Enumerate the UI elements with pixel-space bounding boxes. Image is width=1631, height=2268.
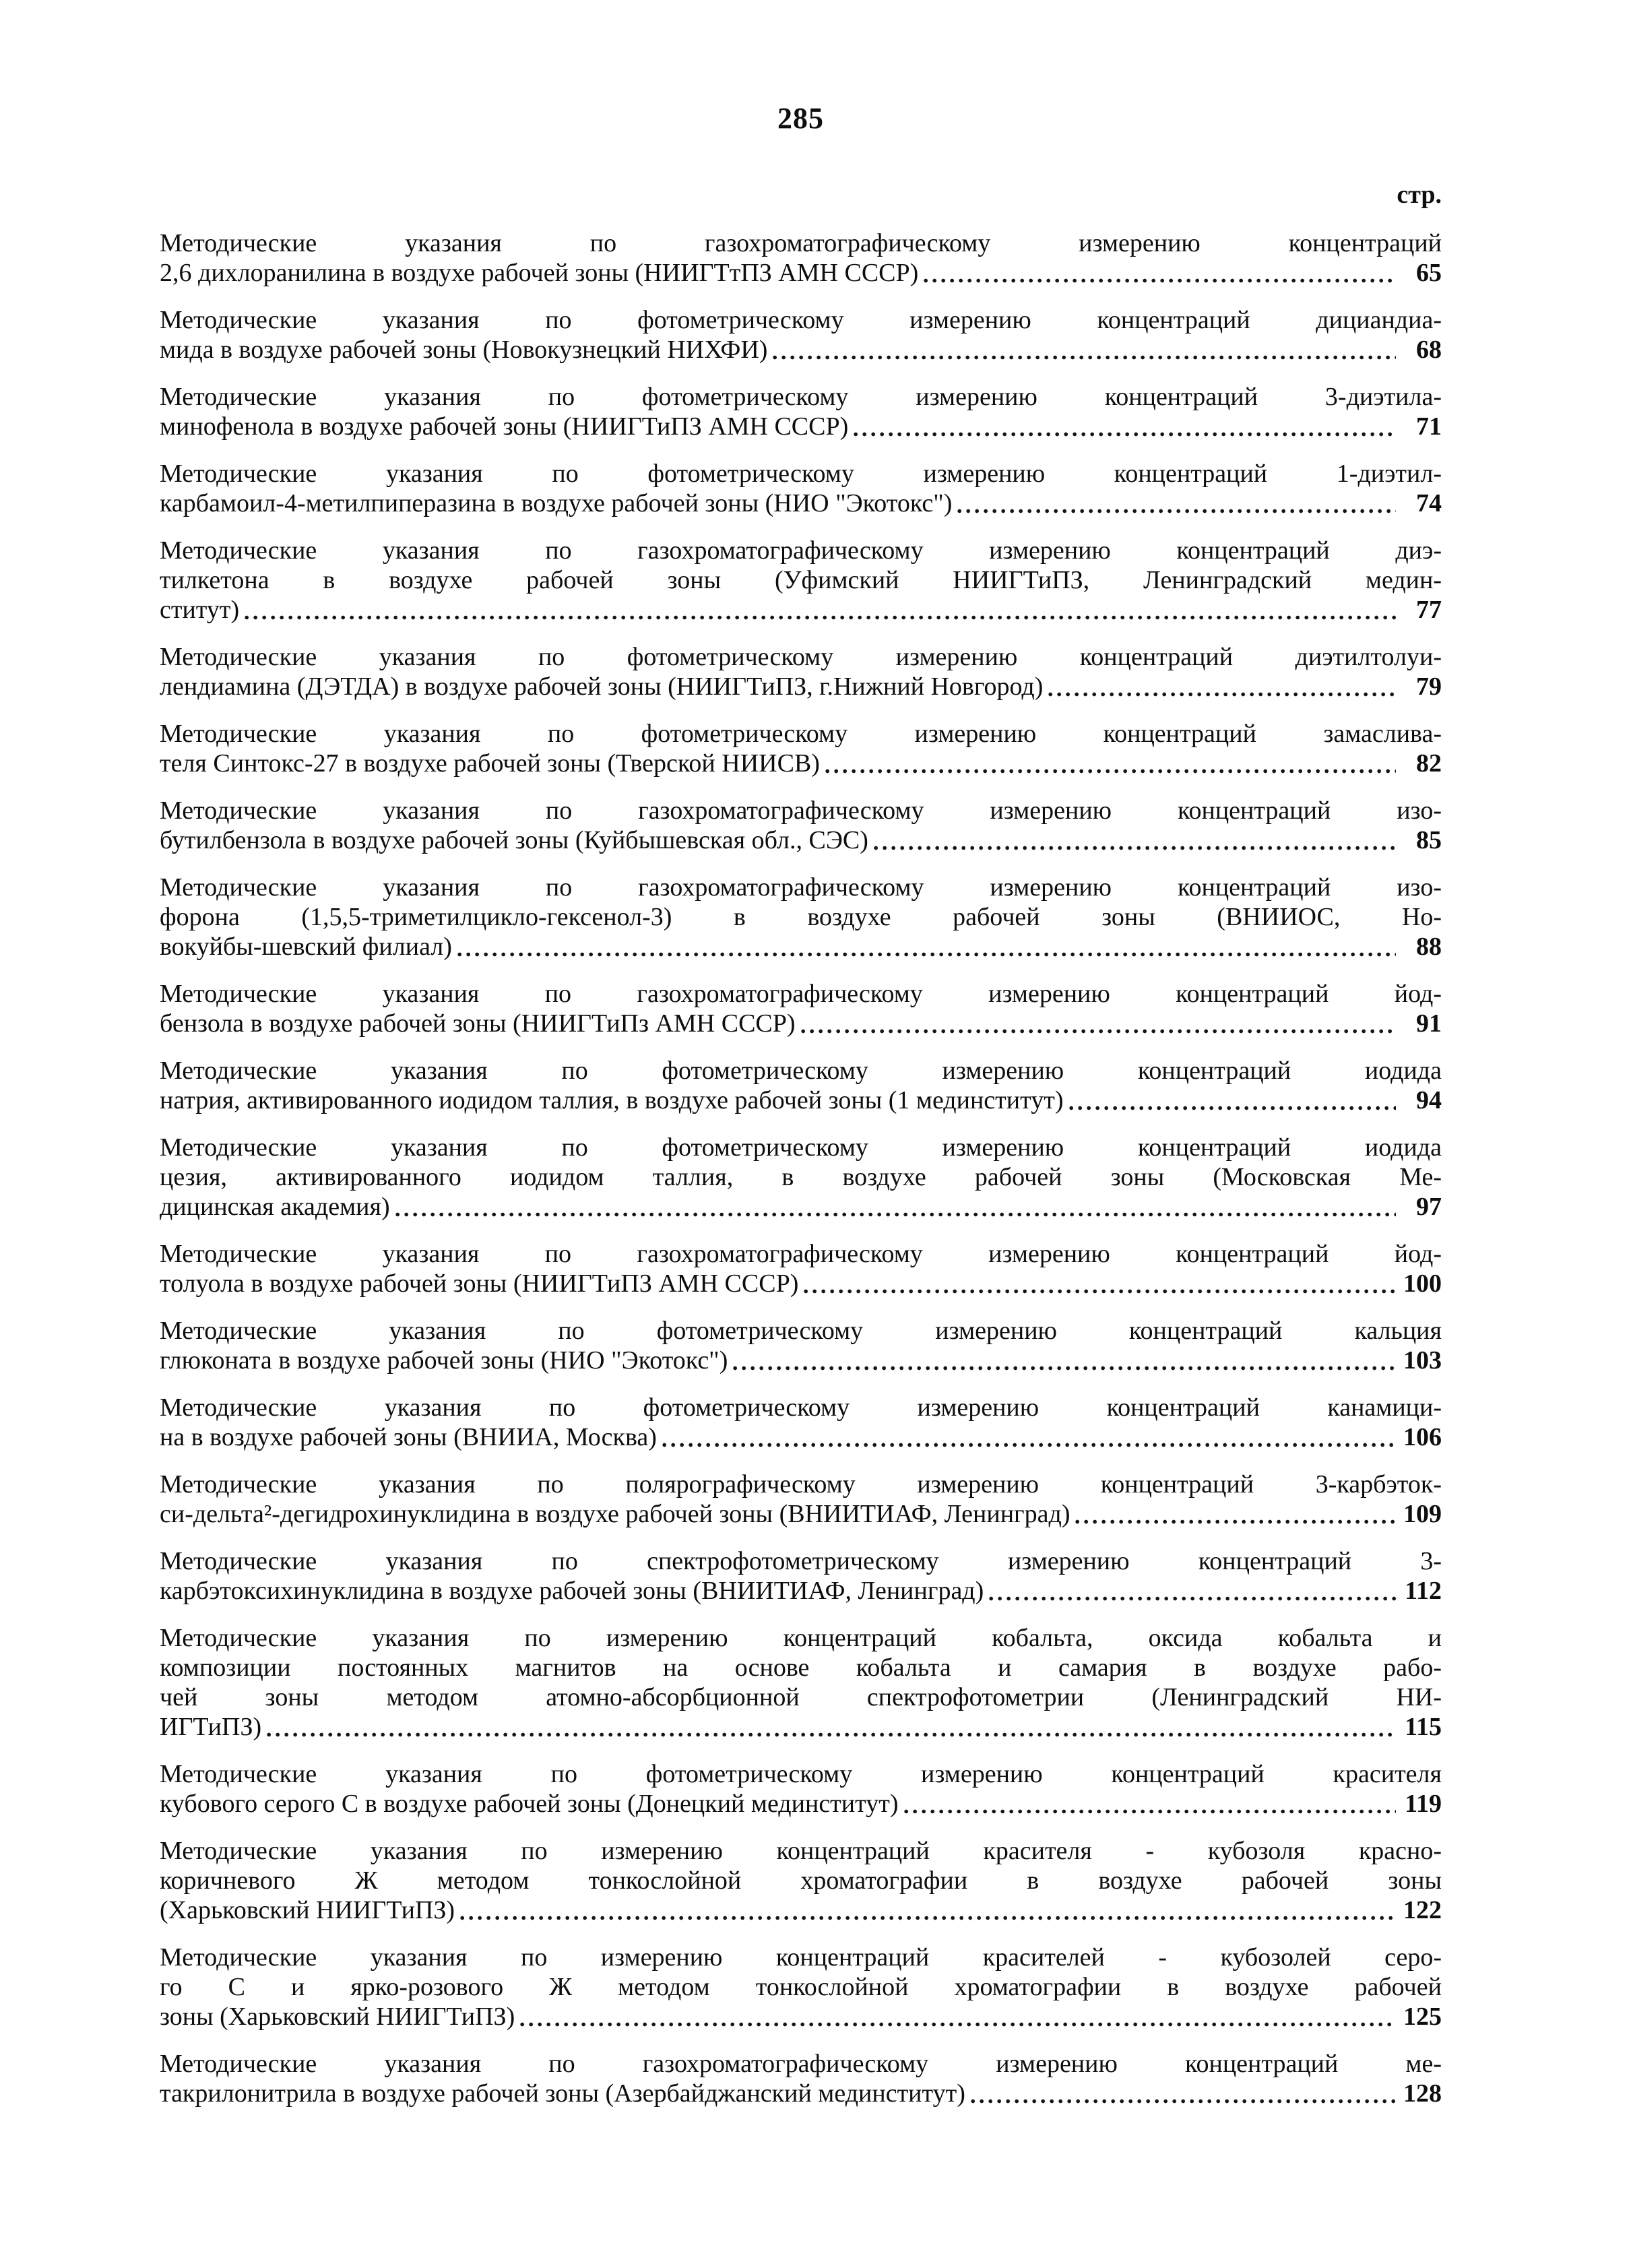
- dotted-leader: [989, 1576, 1396, 1606]
- toc-entry-page-number: 88: [1416, 933, 1442, 961]
- toc-entry-text: натрия, активированного иодидом таллия, в воздухе рабочей зоны (1 мединститут): [160, 1086, 1064, 1114]
- toc-entry: [160, 228, 1442, 288]
- toc-entry-text: минофенола в воздухе рабочей зоны (НИИГТиПЗ АМН СССР): [160, 412, 849, 441]
- toc-entry: [160, 1056, 1442, 1115]
- toc-entry-line: Методические указания по фотометрическому измерению концентраций канамици-: [160, 1393, 1442, 1422]
- toc-entry-line: Методические указания по измерению концентраций кобальта, оксида кобальта и: [160, 1624, 1442, 1652]
- toc-entry-line: Методические указания по фотометрическому измерению концентраций замаслива-: [160, 720, 1442, 748]
- toc-entry-page-number: 74: [1416, 489, 1442, 517]
- dotted-leader: [267, 1712, 1396, 1742]
- toc-entry-line: чей зоны методом атомно-абсорбционной спектрофотометрии (Ленинградский НИ-: [160, 1683, 1442, 1711]
- dotted-leader: [904, 1789, 1397, 1819]
- dotted-leader: [854, 412, 1396, 441]
- toc-entry-page-number: 128: [1403, 2079, 1442, 2108]
- toc-entry-text: на в воздухе рабочей зоны (ВНИИА, Москва): [160, 1423, 657, 1451]
- toc-entry: [160, 1943, 1442, 2031]
- dotted-leader: [245, 595, 1396, 625]
- dotted-leader: [773, 335, 1396, 365]
- toc-entry: [160, 979, 1442, 1038]
- dotted-leader: [520, 2002, 1396, 2031]
- toc-entry-lastline: [160, 1789, 1442, 1819]
- toc-entry-text: глюконата в воздухе рабочей зоны (НИО "Экотокс"): [160, 1346, 728, 1375]
- toc-entry-text: лендиамина (ДЭТДА) в воздухе рабочей зоны (НИИГТиПЗ, г.Нижний Новгород): [160, 672, 1044, 701]
- toc-entry-lastline: [160, 595, 1442, 625]
- toc-entry: [160, 382, 1442, 441]
- toc-entry-page-number: 106: [1403, 1423, 1442, 1451]
- toc-entry-line: Методические указания по фотометрическому измерению концентраций диэтилтолуи-: [160, 643, 1442, 671]
- toc-entry-text: карбэтоксихинуклидина в воздухе рабочей зоны (ВНИИТИАФ, Ленинград): [160, 1577, 984, 1605]
- toc-entry-line: Методические указания по фотометрическому измерению концентраций кальция: [160, 1317, 1442, 1345]
- toc-entry-line: Методические указания по газохроматографическому измерению концентраций: [160, 229, 1442, 257]
- toc-entry-text: 2,6 дихлоранилина в воздухе рабочей зоны (НИИГТтПЗ АМН СССР): [160, 259, 919, 287]
- toc-entry-text: бензола в воздухе рабочей зоны (НИИГТиПз АМН СССР): [160, 1009, 796, 1038]
- toc-entry-lastline: [160, 1009, 1442, 1038]
- toc-entry-lastline: [160, 1422, 1442, 1452]
- toc-entry-page-number: 68: [1416, 336, 1442, 364]
- toc-entry: [160, 642, 1442, 701]
- toc-entry-lastline: [160, 1085, 1442, 1115]
- dotted-leader: [825, 749, 1396, 778]
- toc-entry: [160, 1759, 1442, 1819]
- toc-entry-page-number: 65: [1416, 259, 1442, 287]
- toc-entry-line: Методические указания по фотометрическому измерению концентраций 1-диэтил-: [160, 460, 1442, 488]
- toc-entry-lastline: [160, 412, 1442, 441]
- toc-entry-lastline: [160, 1346, 1442, 1375]
- dotted-leader: [924, 258, 1396, 288]
- toc-entry-lastline: [160, 672, 1442, 701]
- toc-entry-lastline: [160, 1269, 1442, 1298]
- toc-entry-line: Методические указания по фотометрическому измерению концентраций иодида: [160, 1057, 1442, 1085]
- toc-entry-page-number: 82: [1416, 749, 1442, 778]
- toc-entry: [160, 1133, 1442, 1222]
- toc-entry-text: кубового серого С в воздухе рабочей зоны (Донецкий мединститут): [160, 1790, 899, 1818]
- toc-entry: [160, 2049, 1442, 2108]
- dotted-leader: [457, 932, 1396, 962]
- toc-entry-lastline: [160, 1712, 1442, 1742]
- toc-entry-line: Методические указания по газохроматографическому измерению концентраций йод-: [160, 1240, 1442, 1268]
- toc-entry-line: Методические указания по газохроматографическому измерению концентраций изо-: [160, 796, 1442, 825]
- toc-entry-line: Методические указания по газохроматографическому измерению концентраций диэ-: [160, 536, 1442, 565]
- toc-entry-line: Методические указания по полярографическому измерению концентраций 3-карбэток-: [160, 1470, 1442, 1499]
- toc-entry-lastline: [160, 749, 1442, 778]
- toc-entry-lastline: [160, 2002, 1442, 2031]
- toc-entry-line: Методические указания по газохроматографическому измерению концентраций изо-: [160, 873, 1442, 902]
- toc-entry-lastline: [160, 489, 1442, 518]
- toc-entry: [160, 1836, 1442, 1925]
- toc-entry-text: теля Синтокс-27 в воздухе рабочей зоны (Тверской НИИСВ): [160, 749, 820, 778]
- toc-entry-page-number: 115: [1405, 1713, 1442, 1741]
- toc-entry-page-number: 125: [1403, 2003, 1442, 2031]
- toc-entry-text: си-дельта²-дегидрохинуклидина в воздухе рабочей зоны (ВНИИТИАФ, Ленинград): [160, 1500, 1070, 1528]
- toc-entry: [160, 1470, 1442, 1529]
- toc-entry-lastline: [160, 1192, 1442, 1222]
- page-column-header: стр.: [1397, 181, 1442, 209]
- toc-entry-line: го С и ярко-розового Ж методом тонкослойной хроматографии в воздухе рабочей: [160, 1973, 1442, 2001]
- toc-entry: [160, 1393, 1442, 1452]
- toc-entry-line: коричневого Ж методом тонкослойной хроматографии в воздухе рабочей зоны: [160, 1866, 1442, 1895]
- toc-entry-lastline: [160, 1499, 1442, 1529]
- toc-entry-text: (Харьковский НИИГТиПЗ): [160, 1896, 455, 1924]
- toc-entry-page-number: 112: [1405, 1577, 1442, 1605]
- toc-list: [160, 228, 1442, 2108]
- dotted-leader: [874, 825, 1396, 855]
- toc-entry-text: такрилонитрила в воздухе рабочей зоны (Азербайджанский мединститут): [160, 2079, 965, 2108]
- toc-entry-lastline: [160, 932, 1442, 962]
- toc-entry-text: ститут): [160, 596, 240, 624]
- toc-entry-line: форона (1,5,5-триметилцикло-гексенол-3) в воздухе рабочей зоны (ВНИИОС, Но-: [160, 903, 1442, 931]
- toc-entry: [160, 1623, 1442, 1742]
- toc-entry-line: Методические указания по измерению концентраций красителей - кубозолей серо-: [160, 1943, 1442, 1972]
- toc-entry-lastline: [160, 2079, 1442, 2108]
- toc-entry-line: Методические указания по фотометрическому измерению концентраций 3-диэтила-: [160, 383, 1442, 411]
- toc-entry: [160, 1546, 1442, 1606]
- toc-entry-page-number: 109: [1403, 1500, 1442, 1528]
- toc-entry-line: композиции постоянных магнитов на основе кобальта и самария в воздухе рабо-: [160, 1653, 1442, 1682]
- toc-entry-line: Методические указания по измерению концентраций красителя - кубозоля красно-: [160, 1837, 1442, 1865]
- toc-entry-text: бутилбензола в воздухе рабочей зоны (Куйбышевская обл., СЭС): [160, 826, 868, 854]
- toc-entry-line: Методические указания по фотометрическому измерению концентраций красителя: [160, 1760, 1442, 1788]
- toc-entry-text: вокуйбы-шевский филиал): [160, 933, 452, 961]
- toc-entry-page-number: 122: [1403, 1896, 1442, 1924]
- toc-entry: [160, 873, 1442, 962]
- toc-entry-lastline: [160, 258, 1442, 288]
- toc-entry: [160, 719, 1442, 778]
- toc-entry-line: Методические указания по фотометрическому измерению концентраций иодида: [160, 1133, 1442, 1162]
- dotted-leader: [804, 1269, 1396, 1298]
- toc-entry-page-number: 100: [1403, 1269, 1442, 1298]
- toc-entry-lastline: [160, 1895, 1442, 1925]
- dotted-leader: [801, 1009, 1396, 1038]
- toc-entry-line: Методические указания по газохроматографическому измерению концентраций йод-: [160, 980, 1442, 1008]
- toc-entry-page-number: 103: [1403, 1346, 1442, 1375]
- dotted-leader: [1048, 672, 1396, 701]
- toc-entry-text: мида в воздухе рабочей зоны (Новокузнецкий НИХФИ): [160, 336, 768, 364]
- toc-entry-page-number: 77: [1416, 596, 1442, 624]
- toc-entry-line: Методические указания по газохроматографическому измерению концентраций ме-: [160, 2050, 1442, 2078]
- toc-entry-page-number: 94: [1416, 1086, 1442, 1114]
- toc-entry: [160, 1316, 1442, 1375]
- toc-entry-page-number: 79: [1416, 672, 1442, 701]
- toc-entry-lastline: [160, 825, 1442, 855]
- toc-entry: [160, 536, 1442, 625]
- toc-entry-page-number: 97: [1416, 1193, 1442, 1221]
- dotted-leader: [1069, 1085, 1397, 1115]
- toc-entry-text: дицинская академия): [160, 1193, 390, 1221]
- toc-entry-line: Методические указания по спектрофотометрическому измерению концентраций 3-: [160, 1547, 1442, 1575]
- toc-entry: [160, 796, 1442, 855]
- toc-entry: [160, 305, 1442, 365]
- dotted-leader: [395, 1192, 1396, 1222]
- toc-entry-text: ИГТиПЗ): [160, 1713, 262, 1741]
- dotted-leader: [971, 2079, 1396, 2108]
- toc-entry-text: карбамоил-4-метилпиперазина в воздухе рабочей зоны (НИО "Экотокс"): [160, 489, 953, 517]
- dotted-leader: [460, 1895, 1396, 1925]
- toc-entry: [160, 459, 1442, 518]
- toc-entry-line: Методические указания по фотометрическому измерению концентраций дициандиа-: [160, 306, 1442, 334]
- toc-entry: [160, 1239, 1442, 1298]
- toc-entry-page-number: 91: [1416, 1009, 1442, 1038]
- page-number: 285: [777, 102, 824, 135]
- toc-entry-lastline: [160, 1576, 1442, 1606]
- toc-entry-page-number: 119: [1405, 1790, 1442, 1818]
- dotted-leader: [662, 1422, 1396, 1452]
- toc-entry-page-number: 85: [1416, 826, 1442, 854]
- toc-entry-page-number: 71: [1416, 412, 1442, 441]
- dotted-leader: [1075, 1499, 1396, 1529]
- toc-entry-line: цезия, активированного иодидом таллия, в воздухе рабочей зоны (Московская Ме-: [160, 1163, 1442, 1191]
- dotted-leader: [957, 489, 1396, 518]
- dotted-leader: [733, 1346, 1396, 1375]
- toc-entry-lastline: [160, 335, 1442, 365]
- toc-entry-text: зоны (Харьковский НИИГТиПЗ): [160, 2003, 515, 2031]
- toc-entry-line: тилкетона в воздухе рабочей зоны (Уфимский НИИГТиПЗ, Ленинградский медин-: [160, 566, 1442, 594]
- toc-entry-text: толуола в воздухе рабочей зоны (НИИГТиПЗ АМН СССР): [160, 1269, 799, 1298]
